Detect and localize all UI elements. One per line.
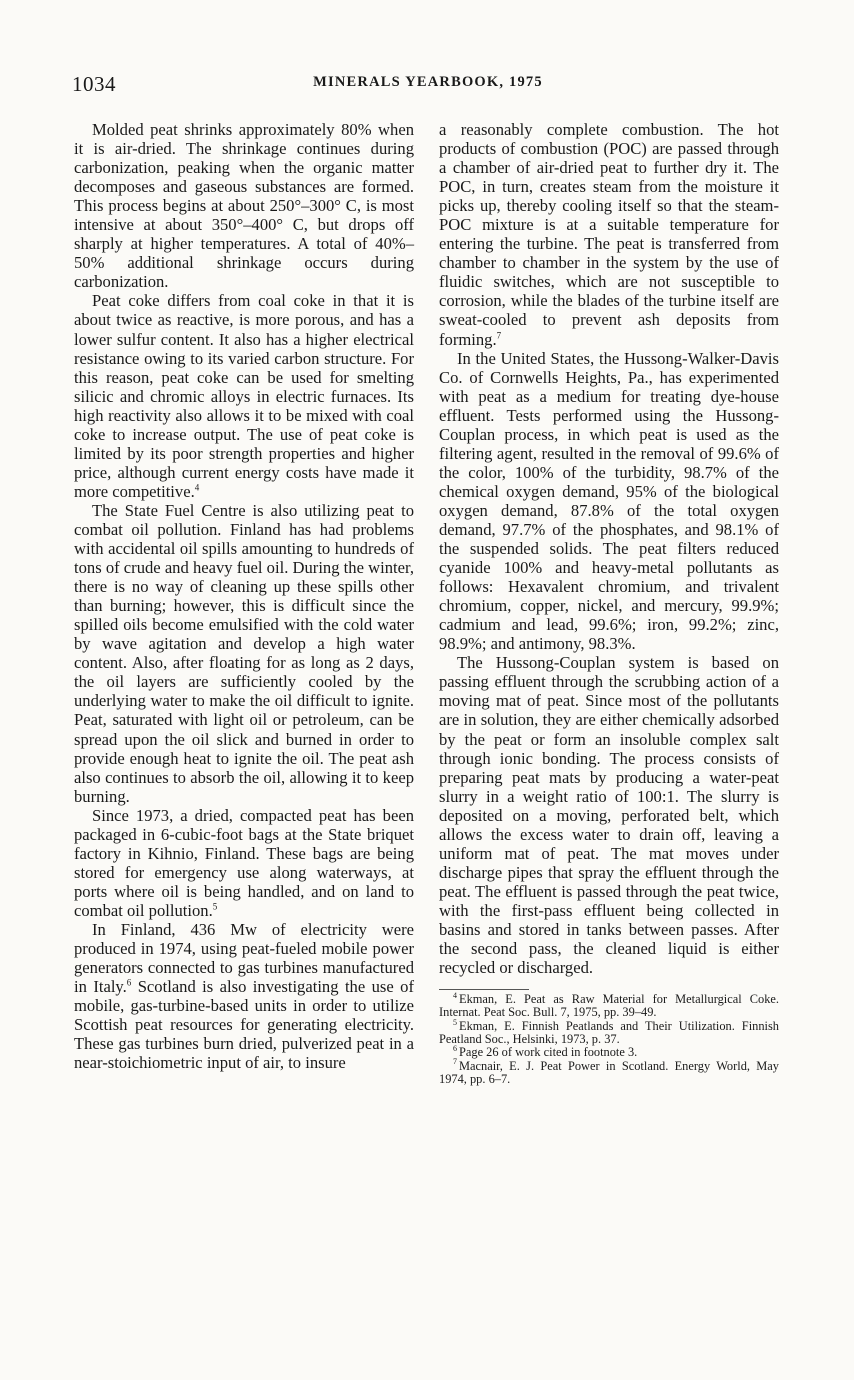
footnote-4: $^4$ Ekman, E. Peat as Raw Material for Metallurgical Coke. Internat. Peat Soc. Bull. 7, 1975, pp. 39–49. (439, 990, 779, 1020)
paragraph-combustion-cont: a reasonably complete combustion. The hot products of combustion (POC) are passed through a chamber of air-dried peat to further dry it. The POC, in turn, creates steam from the moisture it picks up, thereby cooling itself so that the steam-POC mixture is at a suitable temperature for entering the turbine. The peat is transferred from chamber to chamber in the system by the use of fluidic switches, which are not susceptible to corrosion, while the blades of the turbine itself are sweat-cooled to prevent ash deposits from forming.$^7$ (439, 120, 779, 349)
paragraph-finland-electricity: In Finland, 436 Mw of electricity were produced in 1974, using peat-fueled mobile power generators connected to gas turbines manufactured in Italy.$^6$ Scotland is also investigating the use of mobile, gas-turbine-based units in order to utilize Scottish peat resources for generating electricity. These gas turbines burn dried, pulverized peat in a near-stoichiometric input of air, to insure (74, 919, 414, 1073)
page-header (72, 72, 784, 102)
footnote-ref-4: 4 (194, 482, 200, 493)
paragraph-peat-bags: Since 1973, a dried, compacted peat has been packaged in 6-cubic-foot bags at the State briquet factory in Kihnio, Finland. These bags are being stored for emergency use along waterways, at ports where oil is being handled, and on land to combat oil pollution.$^5$ (74, 805, 414, 920)
footnote-ref-7: 7 (496, 329, 502, 340)
page-number: 1034 (72, 72, 116, 96)
right-column (439, 120, 779, 1086)
paragraph-shrinkage: Molded peat shrinks approximately 80% when it is air-dried. The shrinkage continues during carbonization, peaking when the organic matter decomposes and gaseous substances are formed. This process begins at about 250°–300° C, is most intensive at about 350°–400° C, but drops off sharply at higher temperatures. A total of 40%–50% additional shrinkage occurs during carbonization. (74, 120, 414, 292)
footnote-6: $^6$ Page 26 of work cited in footnote 3. (453, 1044, 638, 1060)
paragraph-oil-pollution: The State Fuel Centre is also utilizing peat to combat oil pollution. Finland has had problems with accidental oil spills amounting to hundreds of tons of crude and heavy fuel oil. During the winter, there is no way of cleaning up these spills other than burning; however, this is difficult since the spilled oils become emulsified with the cold water by wave agitation and develop a high water content. Also, after floating for as long as 2 days, the oil layers are sufficiently cooled by the underlying water to make the oil difficult to ignite. Peat, saturated with light oil or petroleum, can be spread upon the oil slick and burned in order to provide enough heat to ignite the oil. The peat ash also continues to absorb the oil, allowing it to keep burning. (74, 500, 414, 806)
footnote-ref-5: 5 (212, 901, 218, 912)
left-column (74, 120, 414, 1072)
footnote-ref-6: 6 (126, 977, 132, 988)
footnote-7: $^7$ Macnair, E. J. Peat Power in Scotland. Energy World, May 1974, pp. 6–7. (439, 1057, 779, 1086)
paragraph-peat-coke: Peat coke differs from coal coke in that it is about twice as reactive, is more porous, and has a lower sulfur content. It also has a higher electrical resistance owing to its varied carbon structure. For this reason, peat coke can be used for smelting silicic and chromic alloys in electric furnaces. Its high reactivity also allows it to be mixed with coal coke to increase output. The use of peat coke is limited by its poor strength properties and higher price, although current energy costs have made it more competitive.$^4$ (74, 291, 414, 501)
paragraph-united-states: In the United States, the Hussong-Walker-Davis Co. of Cornwells Heights, Pa., has experimented with peat as a medium for treating dye-house effluent. Tests performed using the Hussong-Couplan process, in which peat is used as the filtering agent, resulted in the removal of 99.6% of the color, 100% of the turbidity, 98.7% of the chemical oxygen demand, 95% of the biological oxygen demand, 87.8% of the total oxygen demand, 97.7% of the phosphates, and 98.1% of the suspended solids. The peat filters reduced cyanide 100% and heavy-metal pollutants as follows: Hexavalent chromium, and trivalent chromium, copper, nickel, and mercury, 99.9%; cadmium and lead, 99.6%; iron, 99.2%; zinc, 98.9%; and antimony, 98.3%. (439, 348, 779, 654)
footnotes (439, 990, 779, 1086)
paragraph-hussong-couplan: The Hussong-Couplan system is based on passing effluent through the scrubbing action of a moving mat of peat. Since most of the pollutants are in solution, they are either chemically adsorbed by the peat or form an insoluble complex salt through ionic bonding. The process consists of preparing peat mats by producing a water-peat slurry in a weight ratio of 100:1. The slurry is deposited on a moving, perforated belt, which allows the excess water to drain off, leaving a uniform mat of peat. The mat moves under discharge pipes that spray the effluent through the peat. The effluent is passed through the peat twice, with the first-pass effluent being collected in basins and stored in tanks between passes. After the second pass, the cleaned liquid is either recycled or discharged. (439, 653, 779, 978)
running-title: MINERALS YEARBOOK, 1975 (313, 74, 543, 90)
footnote-5: $^5$ Ekman, E. Finnish Peatlands and Their Utilization. Finnish Peatland Soc., Helsinki, 1973, p. 37. (439, 1017, 779, 1046)
